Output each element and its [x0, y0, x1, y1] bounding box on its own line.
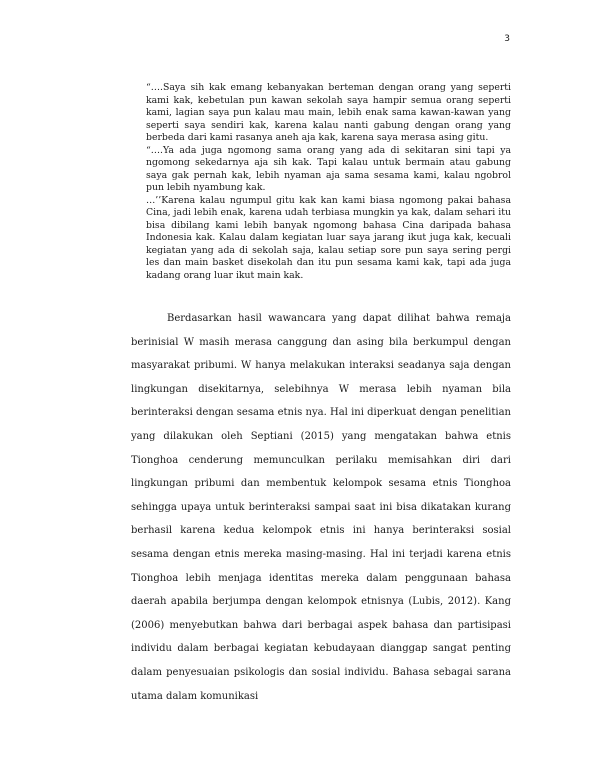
- body-paragraph: Berdasarkan hasil wawancara yang dapat dilihat bahwa remaja berinisial W masih merasa canggung dan asing bila berkumpul dengan masyarakat pribumi. W hanya melakukan interaksi seadanya saja dengan lingkungan disekitarnya, selebihnya W merasa lebih nyaman bila berinteraksi dengan sesama etnis nya. Hal ini diperkuat dengan penelitian yang dilakukan oleh Septiani (2015) yang mengatakan bahwa etnis Tionghoa cenderung memunculkan perilaku memisahkan diri dari lingkungan pribumi dan membentuk kelompok sesama etnis Tionghoa sehingga upaya untuk berinteraksi sampai saat ini bisa dikatakan kurang berhasil karena kedua kelompok etnis ini hanya berinteraksi sosial sesama dengan etnis mereka masing-masing. Hal ini terjadi karena etnis Tionghoa lebih menjaga identitas mereka dalam penggunaan bahasa daerah apabila berjumpa dengan kelompok etnisnya (Lubis, 2012). Kang (2006) menyebutkan bahwa dari berbagai aspek bahasa dan partisipasi individu dalam berbagai kegiatan kebudayaan dianggap sangat penting dalam penyesuaian psikologis dan sosial individu. Bahasa sebagai sarana utama dalam komunikasi: [131, 313, 511, 702]
- body-text: [131, 307, 511, 708]
- interview-quotes: [146, 82, 511, 282]
- page-number: 3: [504, 34, 510, 44]
- interview-quote: “….Saya sih kak emang kebanyakan berteman dengan orang yang seperti kami kak, kebetulan pun kawan sekolah saya hampir semua orang seperti kami, lagian saya pun kalau mau main, lebih enak sama kawan-kawan yang seperti saya sendiri kak, karena kalau nanti gabung dengan orang yang berbeda dari kami rasanya aneh aja kak, karena saya merasa asing gitu.: [146, 82, 511, 143]
- interview-quote: …’’Karena kalau ngumpul gitu kak kan kami biasa ngomong pakai bahasa Cina, jadi lebih enak, karena udah terbiasa mungkin ya kak, dalam sehari itu bisa dibilang kami lebih banyak ngomong bahasa Cina daripada bahasa Indonesia kak. Kalau dalam kegiatan luar saya jarang ikut juga kak, kecuali kegiatan yang ada di sekolah saja, kalau setiap sore pun saya sering pergi les dan main basket disekolah dan itu pun sesama kami kak, tapi ada juga kadang orang luar ikut main kak.: [146, 194, 511, 281]
- interview-quote: “….Ya ada juga ngomong sama orang yang ada di sekitaran sini tapi ya ngomong sekedarnya aja sih kak. Tapi kalau untuk bermain atau gabung saya gak pernah kak, lebih nyaman aja sama sesama kami, kalau ngobrol pun lebih nyambung kak.: [146, 144, 511, 193]
